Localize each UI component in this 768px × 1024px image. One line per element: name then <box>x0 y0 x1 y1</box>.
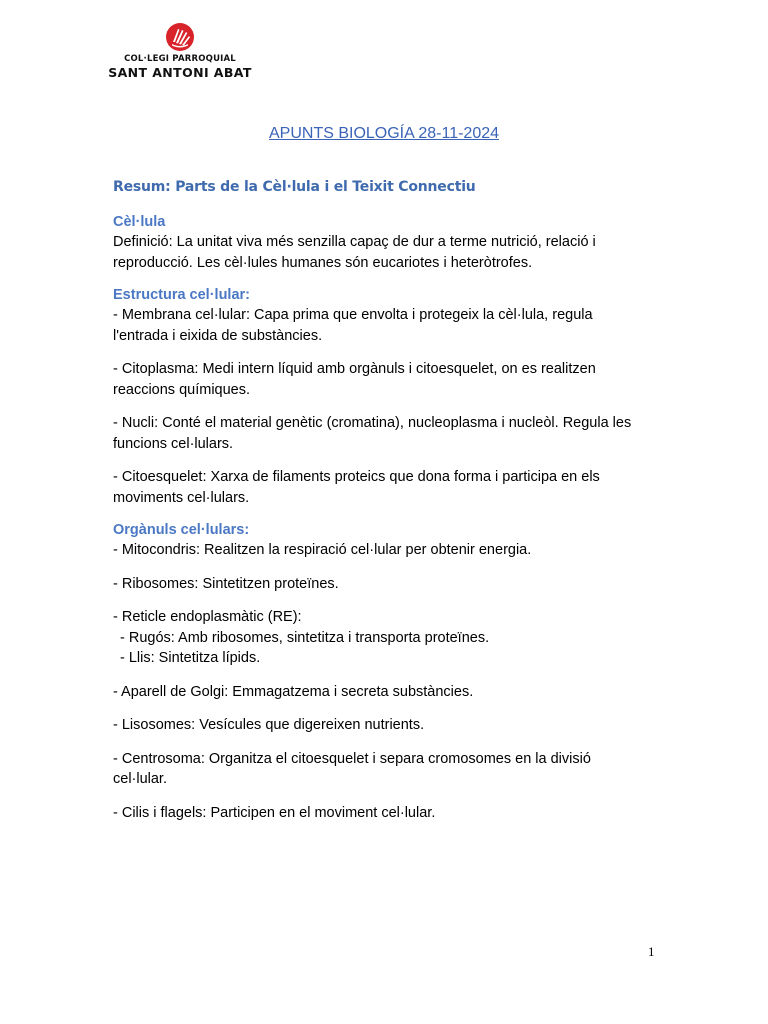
school-logo <box>100 22 260 84</box>
list-item <box>113 607 658 669</box>
list-item <box>113 467 658 508</box>
list-item: - Ribosomes: Sintetitzen proteïnes. <box>113 575 339 592</box>
list-item-line: - Citoplasma: Medi intern líquid amb orgànuls i citoesquelet, on es realitzen <box>113 361 596 377</box>
list-item-line: - Nucli: Conté el material genètic (cromatina), nucleoplasma i nucleòl. Regula les <box>113 415 632 431</box>
list-item-line: moviments cel·lulars. <box>113 489 250 506</box>
list-item <box>113 749 658 790</box>
document-body <box>113 179 658 836</box>
list-item-line: - Citoesquelet: Xarxa de filaments proteics que dona forma i participa en els <box>113 469 600 485</box>
summary-heading: Resum: Parts de la Cèl·lula i el Teixit Connectiu <box>113 179 476 195</box>
school-crest-icon <box>165 22 195 52</box>
list-item: - Mitocondris: Realitzen la respiració cel·lular per obtenir energia. <box>113 542 532 558</box>
organelles-heading: Orgànuls cel·lulars: <box>113 522 250 538</box>
logo-text-line1: COL·LEGI PARROQUIAL <box>124 54 236 64</box>
page-number: 1 <box>648 944 655 959</box>
sub-list-item: - Rugós: Amb ribosomes, sintetitza i transporta proteïnes. <box>120 629 490 646</box>
document-title: APUNTS BIOLOGÍA 28-11-2024 <box>268 125 500 142</box>
list-item-line: cel·lular. <box>113 771 167 787</box>
logo-text-line2: SANT ANTONI ABAT <box>108 65 252 80</box>
cell-definition-line: reproducció. Les cèl·lules humanes són eucariotes i heteròtrofes. <box>113 254 533 271</box>
list-item-line: funcions cel·lulars. <box>113 435 234 452</box>
cell-definition-line: Definició: La unitat viva més senzilla capaç de dur a terme nutrició, relació i <box>113 234 596 250</box>
list-item-line: - Membrana cel·lular: Capa prima que envolta i protegeix la cèl·lula, regula <box>113 307 593 323</box>
cell-heading: Cèl·lula <box>113 214 166 230</box>
list-item <box>113 413 658 454</box>
list-item-line: - Centrosoma: Organitza el citoesquelet i separa cromosomes en la divisió <box>113 750 591 767</box>
structure-heading: Estructura cel·lular: <box>113 287 250 303</box>
sub-list-item: - Llis: Sintetitza lípids. <box>120 650 261 666</box>
list-item-line: reaccions químiques. <box>113 381 251 398</box>
list-item-line: l'entrada i eixida de substàncies. <box>113 327 323 344</box>
list-item: - Aparell de Golgi: Emmagatzema i secreta substàncies. <box>113 683 474 700</box>
list-item: - Cilis i flagels: Participen en el moviment cel·lular. <box>113 804 436 821</box>
list-item <box>113 359 658 400</box>
list-item <box>113 305 658 346</box>
list-item-line: - Reticle endoplasmàtic (RE): <box>113 609 302 625</box>
list-item: - Lisosomes: Vesícules que digereixen nutrients. <box>113 717 425 733</box>
